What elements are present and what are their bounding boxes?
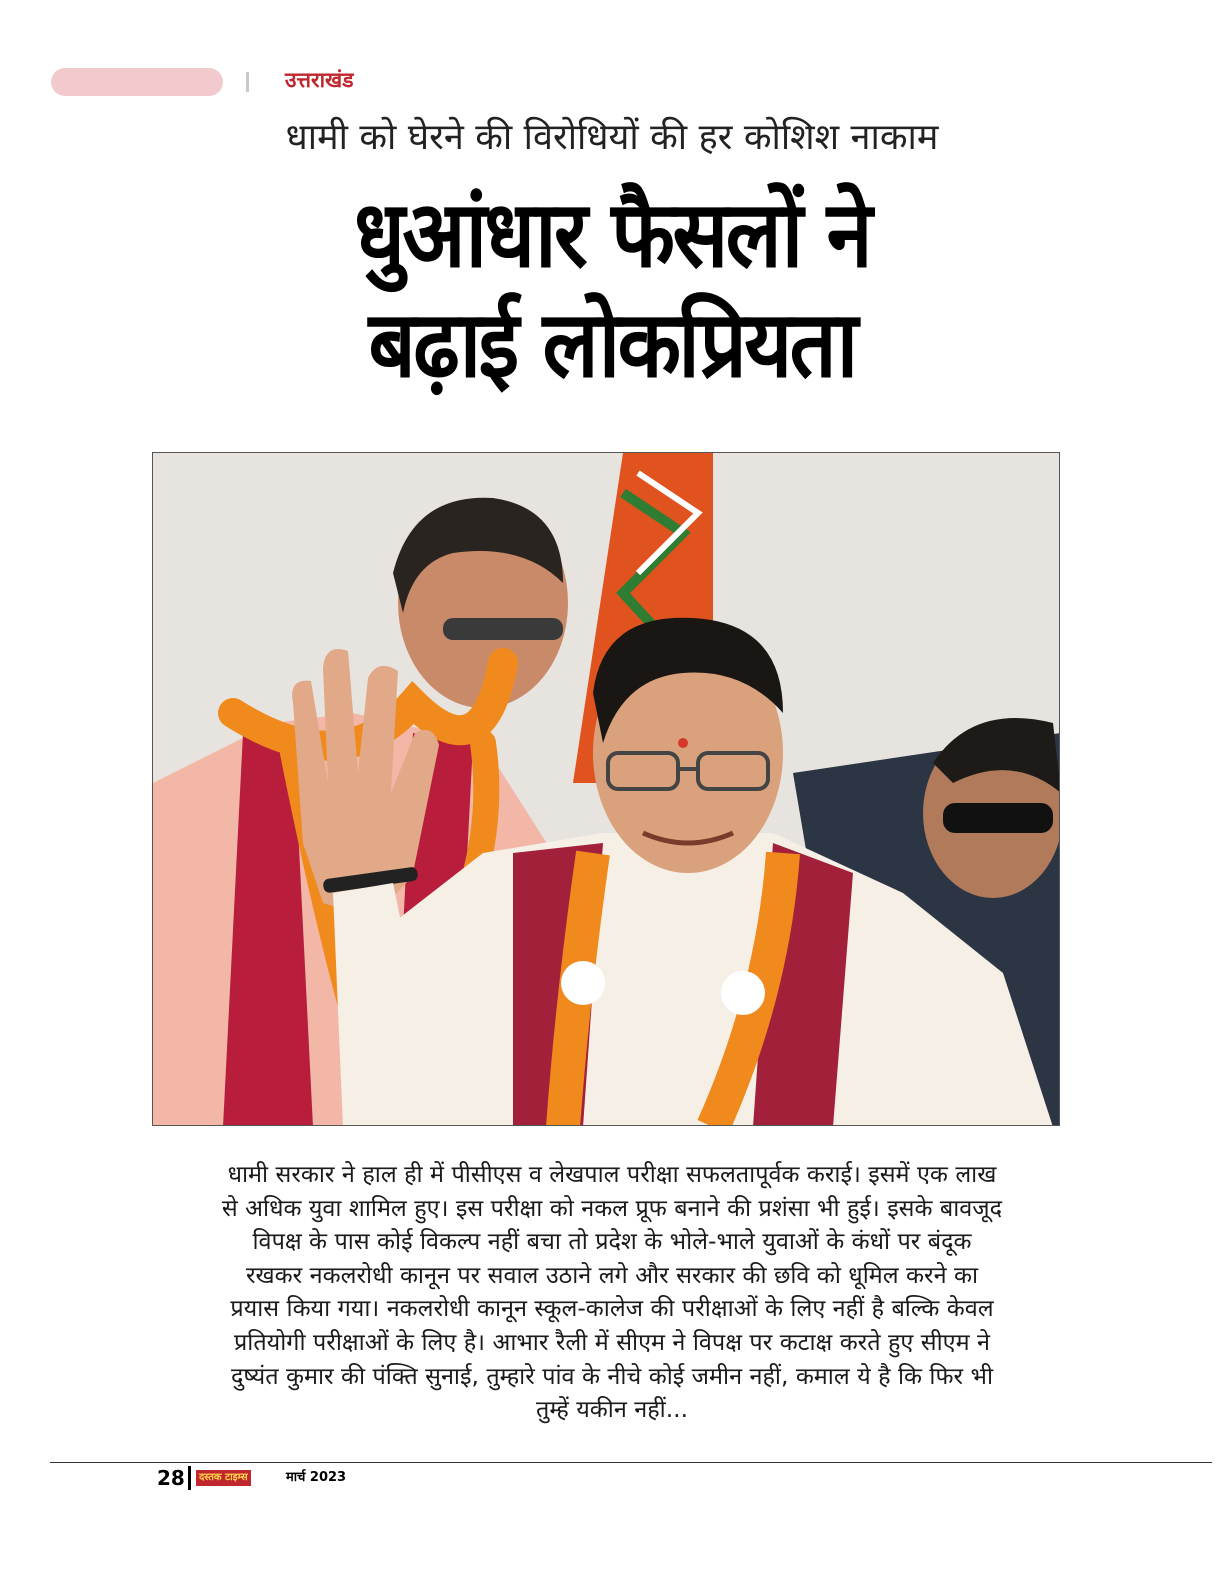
caption-line: धामी सरकार ने हाल ही में पीसीएस व लेखपाल परीक्षा सफलतापूर्वक कराई। इसमें एक लाख xyxy=(227,1160,997,1188)
page-number: 28 xyxy=(157,1466,185,1490)
caption-line: प्रयास किया गया। नकलरोधी कानून स्कूल-कालेज की परीक्षाओं के लिए नहीं है बल्कि केवल xyxy=(230,1294,994,1323)
photo-caption xyxy=(150,1158,1074,1427)
section-separator xyxy=(246,72,249,92)
headline-line-1: धुआंधार फैसलों ने xyxy=(354,181,870,288)
caption-line: दुष्यंत कुमार की पंक्ति सुनाई, तुम्हारे पांव के नीचे कोई जमीन नहीं, कमाल ये है कि फिर भी xyxy=(230,1361,994,1390)
caption-line: से अधिक युवा शामिल हुए। इस परीक्षा को नकल प्रूफ बनाने की प्रशंसा भी हुई। इसके बावजूद xyxy=(221,1193,1003,1222)
headline-line-2: बढ़ाई लोकप्रियता xyxy=(368,291,856,398)
article-kicker: धामी को घेरने की विरोधियों की हर कोशिश नाकाम xyxy=(285,117,939,158)
photo-illustration xyxy=(153,453,1060,1126)
article-headline xyxy=(0,180,1224,400)
caption-line: विपक्ष के पास कोई विकल्प नहीं बचा तो प्रदेश के भोले-भाले युवाओं के कंधों पर बंदूक xyxy=(252,1227,972,1256)
section-pill xyxy=(51,68,223,96)
section-label: उत्तराखंड xyxy=(285,68,354,92)
article-photo xyxy=(152,452,1060,1126)
footer-divider xyxy=(188,1466,191,1490)
masthead-logo: दस्तक टाइम्स xyxy=(196,1470,251,1486)
issue-date: मार्च 2023 xyxy=(286,1470,347,1485)
caption-line: प्रतियोगी परीक्षाओं के लिए है। आभार रैली में सीएम ने विपक्ष पर कटाक्ष करते हुए सीएम ने xyxy=(233,1327,991,1356)
caption-line: रखकर नकलरोधी कानून पर सवाल उठाने लगे और सरकार की छवि को धूमिल करने का xyxy=(245,1260,979,1289)
footer-rule xyxy=(50,1462,1212,1463)
caption-line: तुम्हें यकीन नहीं... xyxy=(535,1395,689,1424)
